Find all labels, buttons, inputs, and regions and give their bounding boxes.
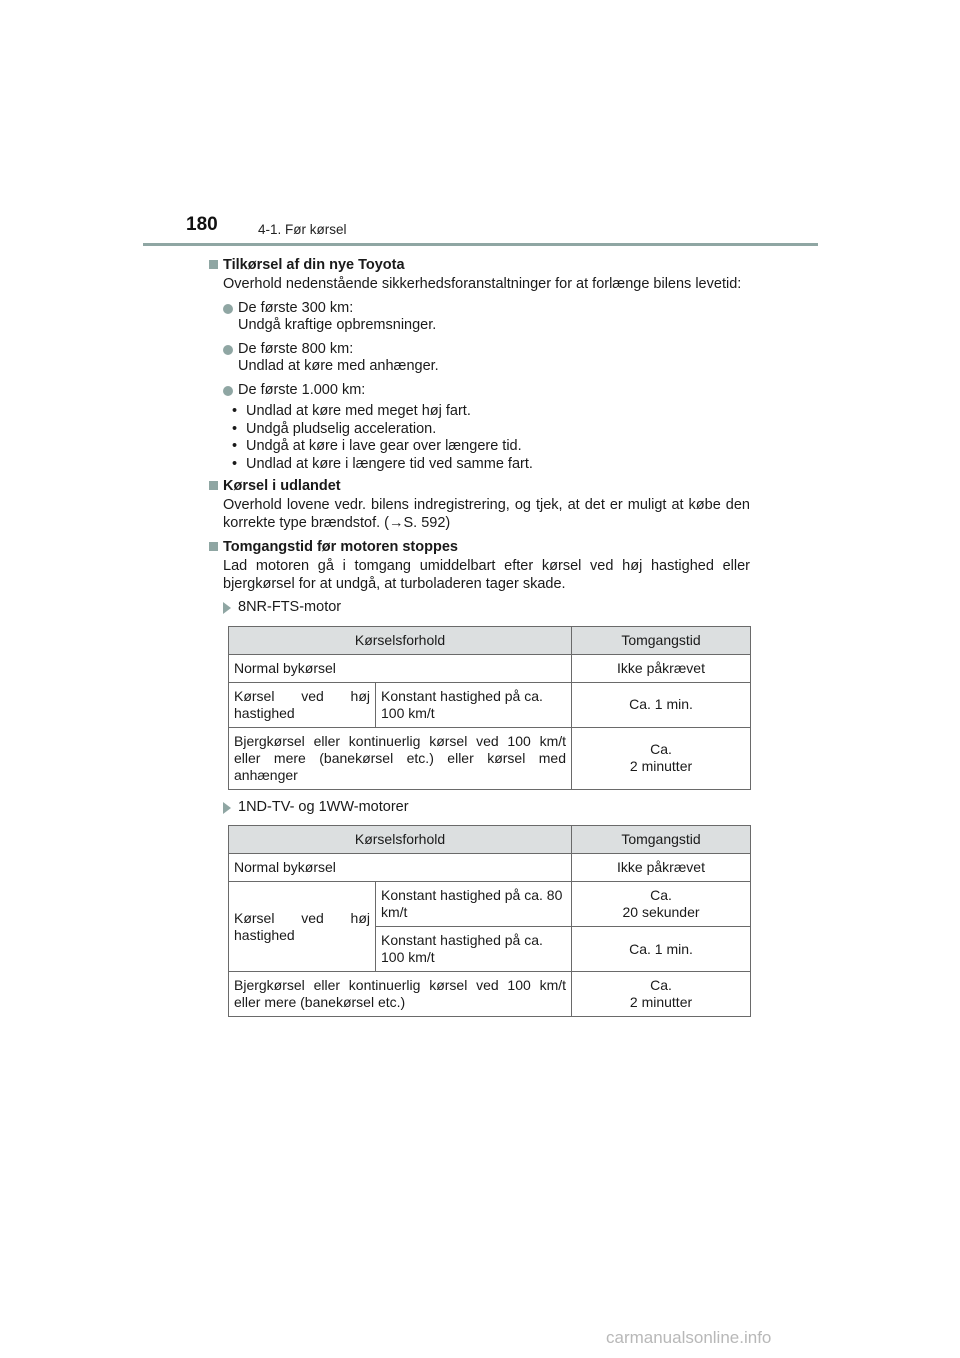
square-bullet-icon xyxy=(209,260,218,269)
item-label: De første 800 km: xyxy=(238,340,354,357)
section-title: Tilkørsel af din nye Toyota xyxy=(223,257,405,273)
table-cell: Konstant hastighed på ca. 80 km/t xyxy=(376,882,572,927)
cell-line: Ca. xyxy=(650,977,672,993)
table-row xyxy=(229,727,751,789)
column-header: Tomgangstid xyxy=(572,826,751,854)
circle-bullet-icon xyxy=(223,386,233,396)
watermark: carmanualsonline.info xyxy=(606,1328,772,1347)
table-cell: Kørsel ved høj hastighed xyxy=(229,682,376,727)
table-row xyxy=(229,882,751,927)
item-text: Undgå kraftige opbremsninger. xyxy=(238,317,437,333)
page-number: 180 xyxy=(186,214,218,235)
section-heading-abroad xyxy=(209,477,750,495)
chapter-title: 4-1. Før kørsel xyxy=(258,222,347,237)
table-cell: Konstant hastighed på ca. 100 km/t xyxy=(376,682,572,727)
idle-time-table-8nr xyxy=(228,626,751,790)
table-cell: Konstant hastighed på ca. 100 km/t xyxy=(376,927,572,972)
circle-bullet-icon xyxy=(223,345,233,355)
triangle-bullet-icon xyxy=(223,602,231,614)
item-label: De første 1.000 km: xyxy=(238,381,366,398)
idle-time-table-1nd-1ww xyxy=(228,825,751,1017)
table-cell: Normal bykørsel xyxy=(229,854,572,882)
table-cell: Ca. 1 min. xyxy=(572,682,751,727)
engine-label: 8NR-FTS-motor xyxy=(238,599,342,615)
circle-bullet-icon xyxy=(223,304,233,314)
table-header-row xyxy=(229,826,751,854)
item-label: De første 300 km: xyxy=(238,299,354,316)
sub-item-text: Undlad at køre i længere tid ved samme fart. xyxy=(246,455,533,472)
table-cell: Normal bykørsel xyxy=(229,654,572,682)
item-text: Undlad at køre med anhænger. xyxy=(238,358,439,374)
header-rule xyxy=(143,243,818,246)
table-cell: Ikke påkrævet xyxy=(572,654,751,682)
square-bullet-icon xyxy=(209,542,218,551)
cell-line: Ca. xyxy=(650,741,672,757)
column-header: Kørselsforhold xyxy=(229,826,572,854)
engine-heading xyxy=(223,599,750,617)
section-heading-break-in xyxy=(209,256,750,274)
table-cell: Bjergkørsel eller kontinuerlig kørsel ved 100 km/t eller mere (banekørsel etc.) xyxy=(229,972,572,1017)
sub-item-text: Undlad at køre med meget høj fart. xyxy=(246,403,471,419)
section-intro: Overhold nedenstående sikkerhedsforanstaltninger for at forlænge bilens levetid: xyxy=(223,276,742,292)
cell-line: Ca. xyxy=(650,887,672,903)
table-header-row xyxy=(229,626,751,654)
sub-list-item: • Undlad at køre i længere tid ved samme fart. xyxy=(232,455,533,472)
cell-line: 2 minutter xyxy=(629,758,693,774)
table-cell xyxy=(572,972,751,1017)
table-cell xyxy=(572,727,751,789)
section-title: Tomgangstid før motoren stoppes xyxy=(223,539,458,555)
table-cell xyxy=(572,882,751,927)
list-item xyxy=(223,382,750,400)
table-row xyxy=(229,972,751,1017)
page-header xyxy=(186,214,818,246)
engine-label: 1ND-TV- og 1WW-motorer xyxy=(238,798,409,815)
table-row xyxy=(229,854,751,882)
list-item xyxy=(223,300,750,335)
section-text: Overhold lovene vedr. bilens indregistrering, og tjek, at det er muligt at købe den korrekte type brændstof. (→S. 592) xyxy=(223,497,750,531)
sub-item-text: Undgå pludselig acceleration. xyxy=(246,420,437,437)
column-header: Kørselsforhold xyxy=(229,626,572,654)
sub-list-item: • Undgå at køre i lave gear over længere tid. xyxy=(232,438,522,454)
table-cell: Bjergkørsel eller kontinuerlig kørsel ved 100 km/t eller mere (banekørsel etc.) eller kørsel med anhænger xyxy=(229,727,572,789)
table-cell: Ca. 1 min. xyxy=(572,927,751,972)
section-text: Lad motoren gå i tomgang umiddelbart efter kørsel ved høj hastighed eller bjergkørsel for at undgå, at turboladeren tager skade. xyxy=(223,558,750,592)
table-row xyxy=(229,682,751,727)
table-cell: Kørsel ved høj hastighed xyxy=(229,882,376,972)
triangle-bullet-icon xyxy=(223,802,231,814)
table-row xyxy=(229,654,751,682)
main-content xyxy=(209,256,750,1017)
square-bullet-icon xyxy=(209,481,218,490)
section-heading-idle-time xyxy=(209,538,750,556)
cell-line: 2 minutter xyxy=(629,994,693,1010)
table-cell: Ikke påkrævet xyxy=(572,854,751,882)
sub-list-item: • Undlad at køre med meget høj fart. xyxy=(232,403,471,419)
sub-item-text: Undgå at køre i lave gear over længere tid. xyxy=(246,438,522,454)
engine-heading xyxy=(223,799,750,817)
cell-line: 20 sekunder xyxy=(622,904,700,920)
section-title: Kørsel i udlandet xyxy=(223,478,341,494)
sub-list xyxy=(209,403,750,473)
list-item xyxy=(223,341,750,376)
column-header: Tomgangstid xyxy=(572,626,751,654)
sub-list-item: • Undgå pludselig acceleration. xyxy=(232,420,437,437)
